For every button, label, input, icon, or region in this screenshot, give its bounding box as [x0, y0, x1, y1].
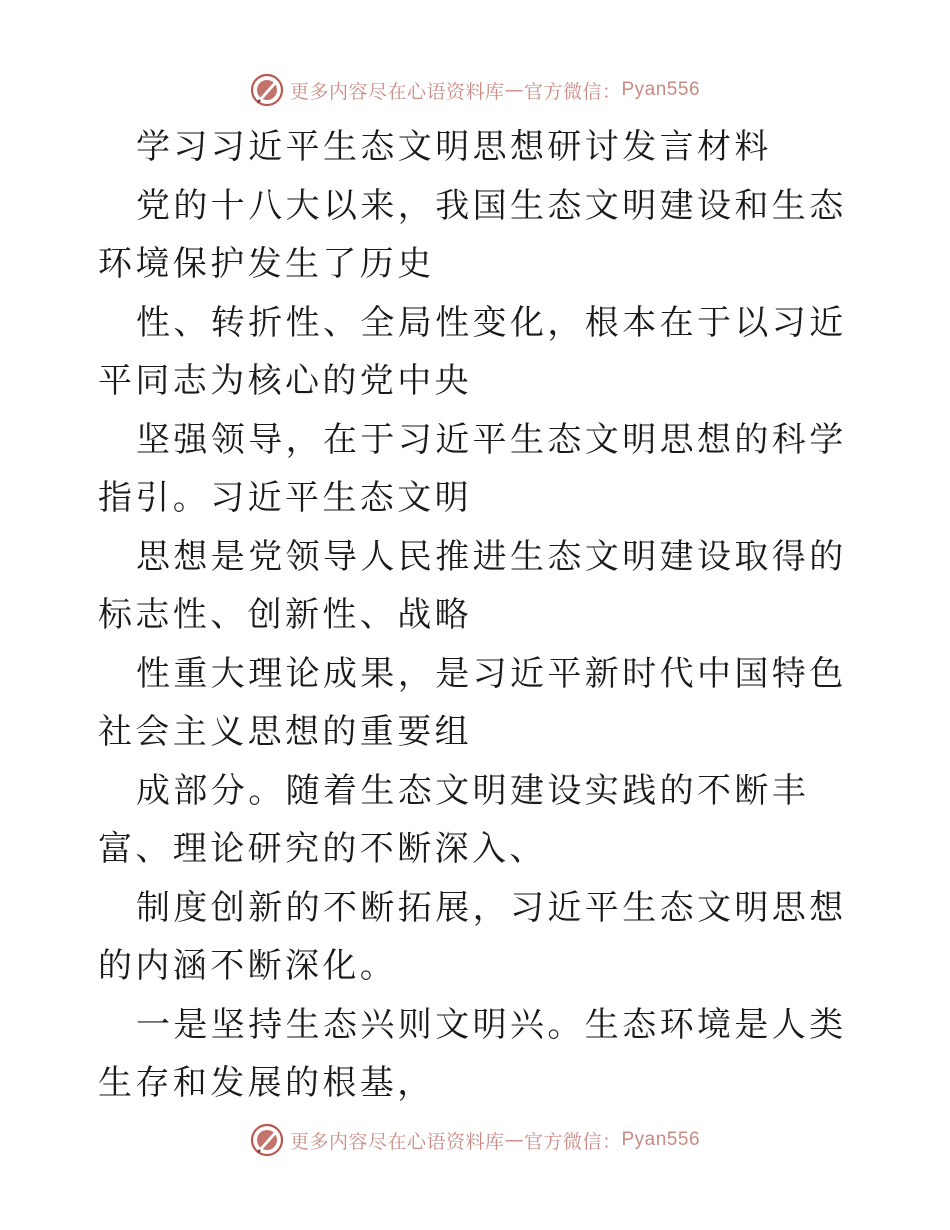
watermark-text: 更多内容尽在心语资料库	[289, 1130, 505, 1153]
watermark-account: Pyan556	[621, 1129, 701, 1150]
header-watermark	[0, 70, 950, 110]
paragraph: 性、转折性、全局性变化，根本在于以习近平同志为核心的党中央	[98, 302, 847, 401]
paragraph: 党的十八大以来，我国生态文明建设和生态环境保护发生了历史	[98, 185, 847, 284]
watermark-label: 官方微信：	[523, 1130, 622, 1153]
quill-seal-icon	[250, 1123, 284, 1157]
paragraph: 性重大理论成果，是习近平新时代中国特色社会主义思想的重要组	[98, 653, 847, 752]
watermark-account: Pyan556	[621, 79, 701, 100]
watermark-text: 更多内容尽在心语资料库	[289, 80, 505, 103]
paragraph: 成部分。随着生态文明建设实践的不断丰富、理论研究的不断深入、	[98, 770, 810, 869]
watermark-label: 官方微信：	[523, 80, 622, 103]
watermark-separator: —	[504, 1129, 524, 1151]
quill-seal-icon	[250, 73, 284, 107]
paragraph: 制度创新的不断拓展，习近平生态文明思想的内涵不断深化。	[98, 887, 847, 986]
paragraph: 一是坚持生态兴则文明兴。生态环境是人类生存和发展的根基，	[98, 1004, 847, 1103]
footer-watermark	[0, 1120, 950, 1160]
paragraph: 坚强领导，在于习近平生态文明思想的科学指引。习近平生态文明	[98, 419, 847, 518]
watermark-separator: —	[504, 79, 524, 101]
document-title: 学习习近平生态文明思想研讨发言材料	[136, 127, 772, 167]
document-body	[98, 118, 858, 1113]
paragraph: 思想是党领导人民推进生态文明建设取得的标志性、创新性、战略	[98, 536, 847, 635]
